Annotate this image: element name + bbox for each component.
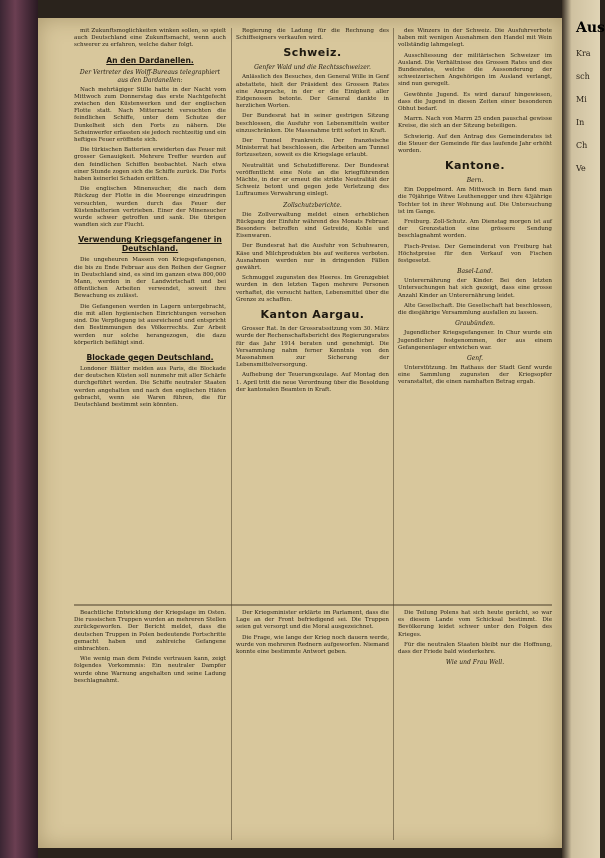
article-paragraph: Die türkischen Batterien erwiderten das Feuer mit grosser Genauigkeit. Mehrere Treffer wurden auf den feindlichen Schiffen beobachtet. Nach etwa einer Stunde zogen sich die Schiffe zurück. Die Forts haben keinerlei Schaden erlitten. <box>74 147 226 183</box>
facing-page-title: Aus <box>576 20 605 36</box>
article-paragraph: Ausschliessung der militärischen Schweizer im Ausland. Die Verhältnisse des Grossen Rates und des Bundesrates, welche die Aussonderung der schweizerischen Angehörigen im Ausland verlangt, sind nun geregelt. <box>398 52 552 88</box>
section-heading: Blockade gegen Deutschland. <box>86 352 214 362</box>
facing-page-line: Ve <box>576 164 586 173</box>
article-paragraph: Aufhebung der Teuerungszulage. Auf Montag den 1. April tritt die neue Verordnung über die Besoldung der kantonalen Beamten in Kraft. <box>236 372 389 393</box>
section-subtitle: Basel-Land. <box>457 268 493 276</box>
article-paragraph: Der Bundesrat hat die Ausfuhr von Schuhwaren, Käse und Milchprodukten bis auf weiteres verboten. Ausnahmen werden nur in dringenden Fällen gewährt. <box>236 243 389 272</box>
article-paragraph: Unterstützung. Im Rathaus der Stadt Genf wurde eine Sammlung zugunsten der Kriegsopfer veranstaltet, die einen namhaften Betrag ergab. <box>398 364 552 386</box>
facing-page-line: sch <box>576 72 590 81</box>
section-subtitle: Bern. <box>466 177 484 185</box>
article-paragraph: Londoner Blätter melden aus Paris, die Blockade der deutschen Küsten soll nunmehr mit aller Schärfe durchgeführt werden. Die Schiffe neutraler Staaten werden angehalten und nach den englischen Häfen gebracht, wenn sie Waren führen, die für Deutschland bestimmt sein könnten. <box>74 365 226 408</box>
article-paragraph: Für die neutralen Staaten bleibt nur die Hoffnung, dass der Friede bald wiederkehre. <box>398 641 552 656</box>
section-subtitle: Wie und Frau Well. <box>445 659 505 667</box>
article-paragraph: Anlässlich des Besuches, den General Wille in Genf abstattete, hielt der Präsident des Grossen Rates eine Ansprache, in der er die Einigkeit aller Eidgenossen betonte. Der General dankte in herzlichen Worten. <box>236 74 389 110</box>
bottom-column-1 <box>74 610 226 840</box>
article-paragraph: Fisch-Preise. Der Gemeinderat von Freiburg hat Höchstpreise für den Verkauf von Fischen festgesetzt. <box>398 243 552 265</box>
bottom-column-3 <box>398 610 552 840</box>
article-paragraph: Freiburg. Zoll-Schutz. Am Dienstag morgen ist auf der Grenzstation eine grössere Sendung beschlagnahmt worden. <box>398 219 552 240</box>
article-paragraph: Nach mehrtägiger Stille hatte in der Nacht vom Mittwoch zum Donnerstag das erste Nachtgefecht zwischen den Küstenwerken und der englischen Flotte statt. Nach Mitternacht versuchten die feindlichen Schiffe, unter dem Schutze der Dunkelheit sich den Forts zu nähern. Die Scheinwerfer erfassten sie jedoch rechtzeitig und ein heftiges Feuer eröffnete sich. <box>74 86 226 144</box>
facing-page-line: Kra <box>576 49 591 58</box>
section-subtitle: Zollschutzberichte. <box>283 201 342 209</box>
article-paragraph: Marrn. Nach von Marrn 25 enden pauschal gewisse Kreise, die sich an der Sitzung beteiligen. <box>398 116 552 130</box>
section-heading: Verwendung Kriegsgefangener in Deutschland. <box>78 235 222 254</box>
newspaper-page <box>38 18 562 848</box>
article-paragraph: Die ungeheuren Massen von Kriegsgefangenen, die bis zu Ende Februar aus den Reihen der Gegner in Deutschland sind, es sind im ganzen etwa 800,000 Mann, werden in der Landwirtschaft und bei öffentlichen Arbeiten verwendet, soweit ihre Bewachung es zulässt. <box>74 257 226 300</box>
intro-text: mit Zukunftsmoglichkeiten winken sollen, so spielt auch Deutschland eine Zukunftsmacht, wenn auch schwerer zu erfahren, welche daher folgt. <box>74 28 226 49</box>
section-banner: Kanton Aargau. <box>260 308 365 322</box>
article-paragraph: Schmuggel zugunsten des Heeres. Im Grenzgebiet wurden in den letzten Tagen mehrere Personen verhaftet, die versucht hatten, Lebensmittel über die Grenze zu schaffen. <box>236 275 389 303</box>
facing-page-line: Mi <box>576 95 587 104</box>
article-paragraph: Beachtliche Entwicklung der Kriegslage im Osten. Die russischen Truppen wurden an mehreren Stellen zurückgeworfen. Der Bericht meldet, dass die deutschen Truppen in Polen bedeutende Fortschritte gemacht haben und zahlreiche Gefangene einbrachten. <box>74 610 226 653</box>
article-paragraph: Jugendlicher Kriegsgefangener. In Chur wurde ein Jugendlicher festgenommen, der aus einem Gefangenenlager entwichen war. <box>398 330 552 351</box>
bottom-column-2 <box>236 610 389 840</box>
article-paragraph: Der Bundesrat hat in seiner gestrigen Sitzung beschlossen, die Ausfuhr von Lebensmitteln weiter einzuschränken. Die Massnahme tritt sofort in Kraft. <box>236 113 389 134</box>
article-paragraph: des Winzers in der Schweiz. Die Ausfuhrverbote haben mit wenigen Ausnahmen den Handel mit Wein vollständig lahmgelegt. <box>398 28 552 49</box>
article-paragraph: Alte Gesellschaft. Die Gesellschaft hat beschlossen, die diesjährige Versammlung ausfallen zu lassen. <box>398 302 552 317</box>
section-heading: An den Dardanellen. <box>106 55 194 65</box>
book-binding <box>0 0 38 858</box>
article-paragraph: Neutralität und Schutzdifferenz. Der Bundesrat veröffentlicht eine Note an die kriegführenden Mächte, in der er erneut die strikte Neutralität der Schweiz betont und gegen jede Verletzung des Luftraumes Verwahrung einlegt. <box>236 162 389 198</box>
bottom-section <box>74 610 552 840</box>
article-paragraph: Schwierig. Auf den Antrag des Gemeinderates ist die Steuer der Gemeinde für das laufende Jahr erhöht worden. <box>398 133 552 155</box>
article-paragraph: Die englischen Minensucher, die nach dem Rückzug der Flotte in die Meerenge einzudringen versuchten, wurden durch das Feuer der Küstenbatterien vertrieben. Einer der Minensucher wurde schwer getroffen und sank. Die übrigen wandten sich zur Flucht. <box>74 186 226 229</box>
section-subtitle: Graubünden. <box>455 320 495 328</box>
facing-page-edge <box>562 0 605 858</box>
section-banner: Schweiz. <box>283 46 342 60</box>
article-paragraph: Die Frage, wie lange der Krieg noch dauern werde, wurde von mehreren Rednern aufgeworfen. Niemand konnte eine bestimmte Antwort geben. <box>236 634 389 656</box>
article-paragraph: Die Gefangenen werden in Lagern untergebracht, die mit allen hygienischen Einrichtungen versehen sind. Die Verpflegung ist ausreichend und entspricht den Bestimmungen des Völkerrechts. Zur Arbeit werden nur solche herangezogen, die dazu körperlich befähigt sind. <box>74 303 226 346</box>
section-subtitle: Genfer Wald und die Rechtsschweizer. <box>254 64 371 72</box>
article-paragraph: Die Zollverwaltung meldet einen erheblichen Rückgang der Einfuhr während des Monats Februar. Besonders betroffen sind Getreide, Kohle und Eisenwaren. <box>236 211 389 240</box>
article-paragraph: Wie wenig man dem Feinde vertrauen kann, zeigt folgendes Vorkommnis: Ein neutraler Dampfer wurde ohne Warnung angehalten und seine Ladung beschlagnahmt. <box>74 656 226 684</box>
article-paragraph: Der Kriegsminister erklärte im Parlament, dass die Lage an der Front befriedigend sei. Die Truppen seien gut versorgt und die Moral ausgezeichnet. <box>236 610 389 631</box>
facing-page-line: Ch <box>576 141 588 150</box>
top-text: Regierung die Ladung für die Rechnung des Schiffseigners verkaufen wird. <box>236 28 389 42</box>
section-banner: Kantone. <box>444 159 506 173</box>
article-paragraph: Gewöhnte Jugend. Es wird darauf hingewiesen, dass die Jugend in diesen Zeiten einer besonderen Obhut bedarf. <box>398 91 552 113</box>
article-paragraph: Unterernährung der Kinder. Bei den letzten Untersuchungen hat sich gezeigt, dass eine grosse Anzahl Kinder an Unterernährung leidet. <box>398 278 552 299</box>
article-paragraph: Ein Doppelmord. Am Mittwoch in Bern fand man die 70jährige Witwe Leuthenegger und ihre 43jährige Tochter tot in ihrer Wohnung auf. Die Untersuchung ist im Gange. <box>398 187 552 215</box>
article-paragraph: Der Tunnel Frankreich. Der französische Ministerrat hat beschlossen, die Arbeiten am Tunnel fortzusetzen, soweit es die Kriegslage erlaubt. <box>236 138 389 159</box>
section-subtitle: Genf. <box>466 354 484 362</box>
section-subtitle: Der Vertreter des Wolff-Bureaus telegraphiert aus den Dardanellen: <box>79 68 221 84</box>
article-paragraph: Grosser Rat. In der Grossratssitzung vom 30. März wurde der Rechenschaftsbericht des Regierungsrates für das Jahr 1914 beraten und genehmigt. Die Versammlung nahm ferner Kenntnis von den Massnahmen zur Sicherung der Lebensmittelversorgung. <box>236 326 390 369</box>
horizontal-rule <box>74 604 552 606</box>
facing-page-line: In <box>576 118 585 127</box>
article-paragraph: Die Teilung Polens hat sich heute gerächt, so war es diesem Lande vom Schicksal bestimmt. Die Bevölkerung leidet schwer unter den Folgen des Krieges. <box>398 610 552 638</box>
